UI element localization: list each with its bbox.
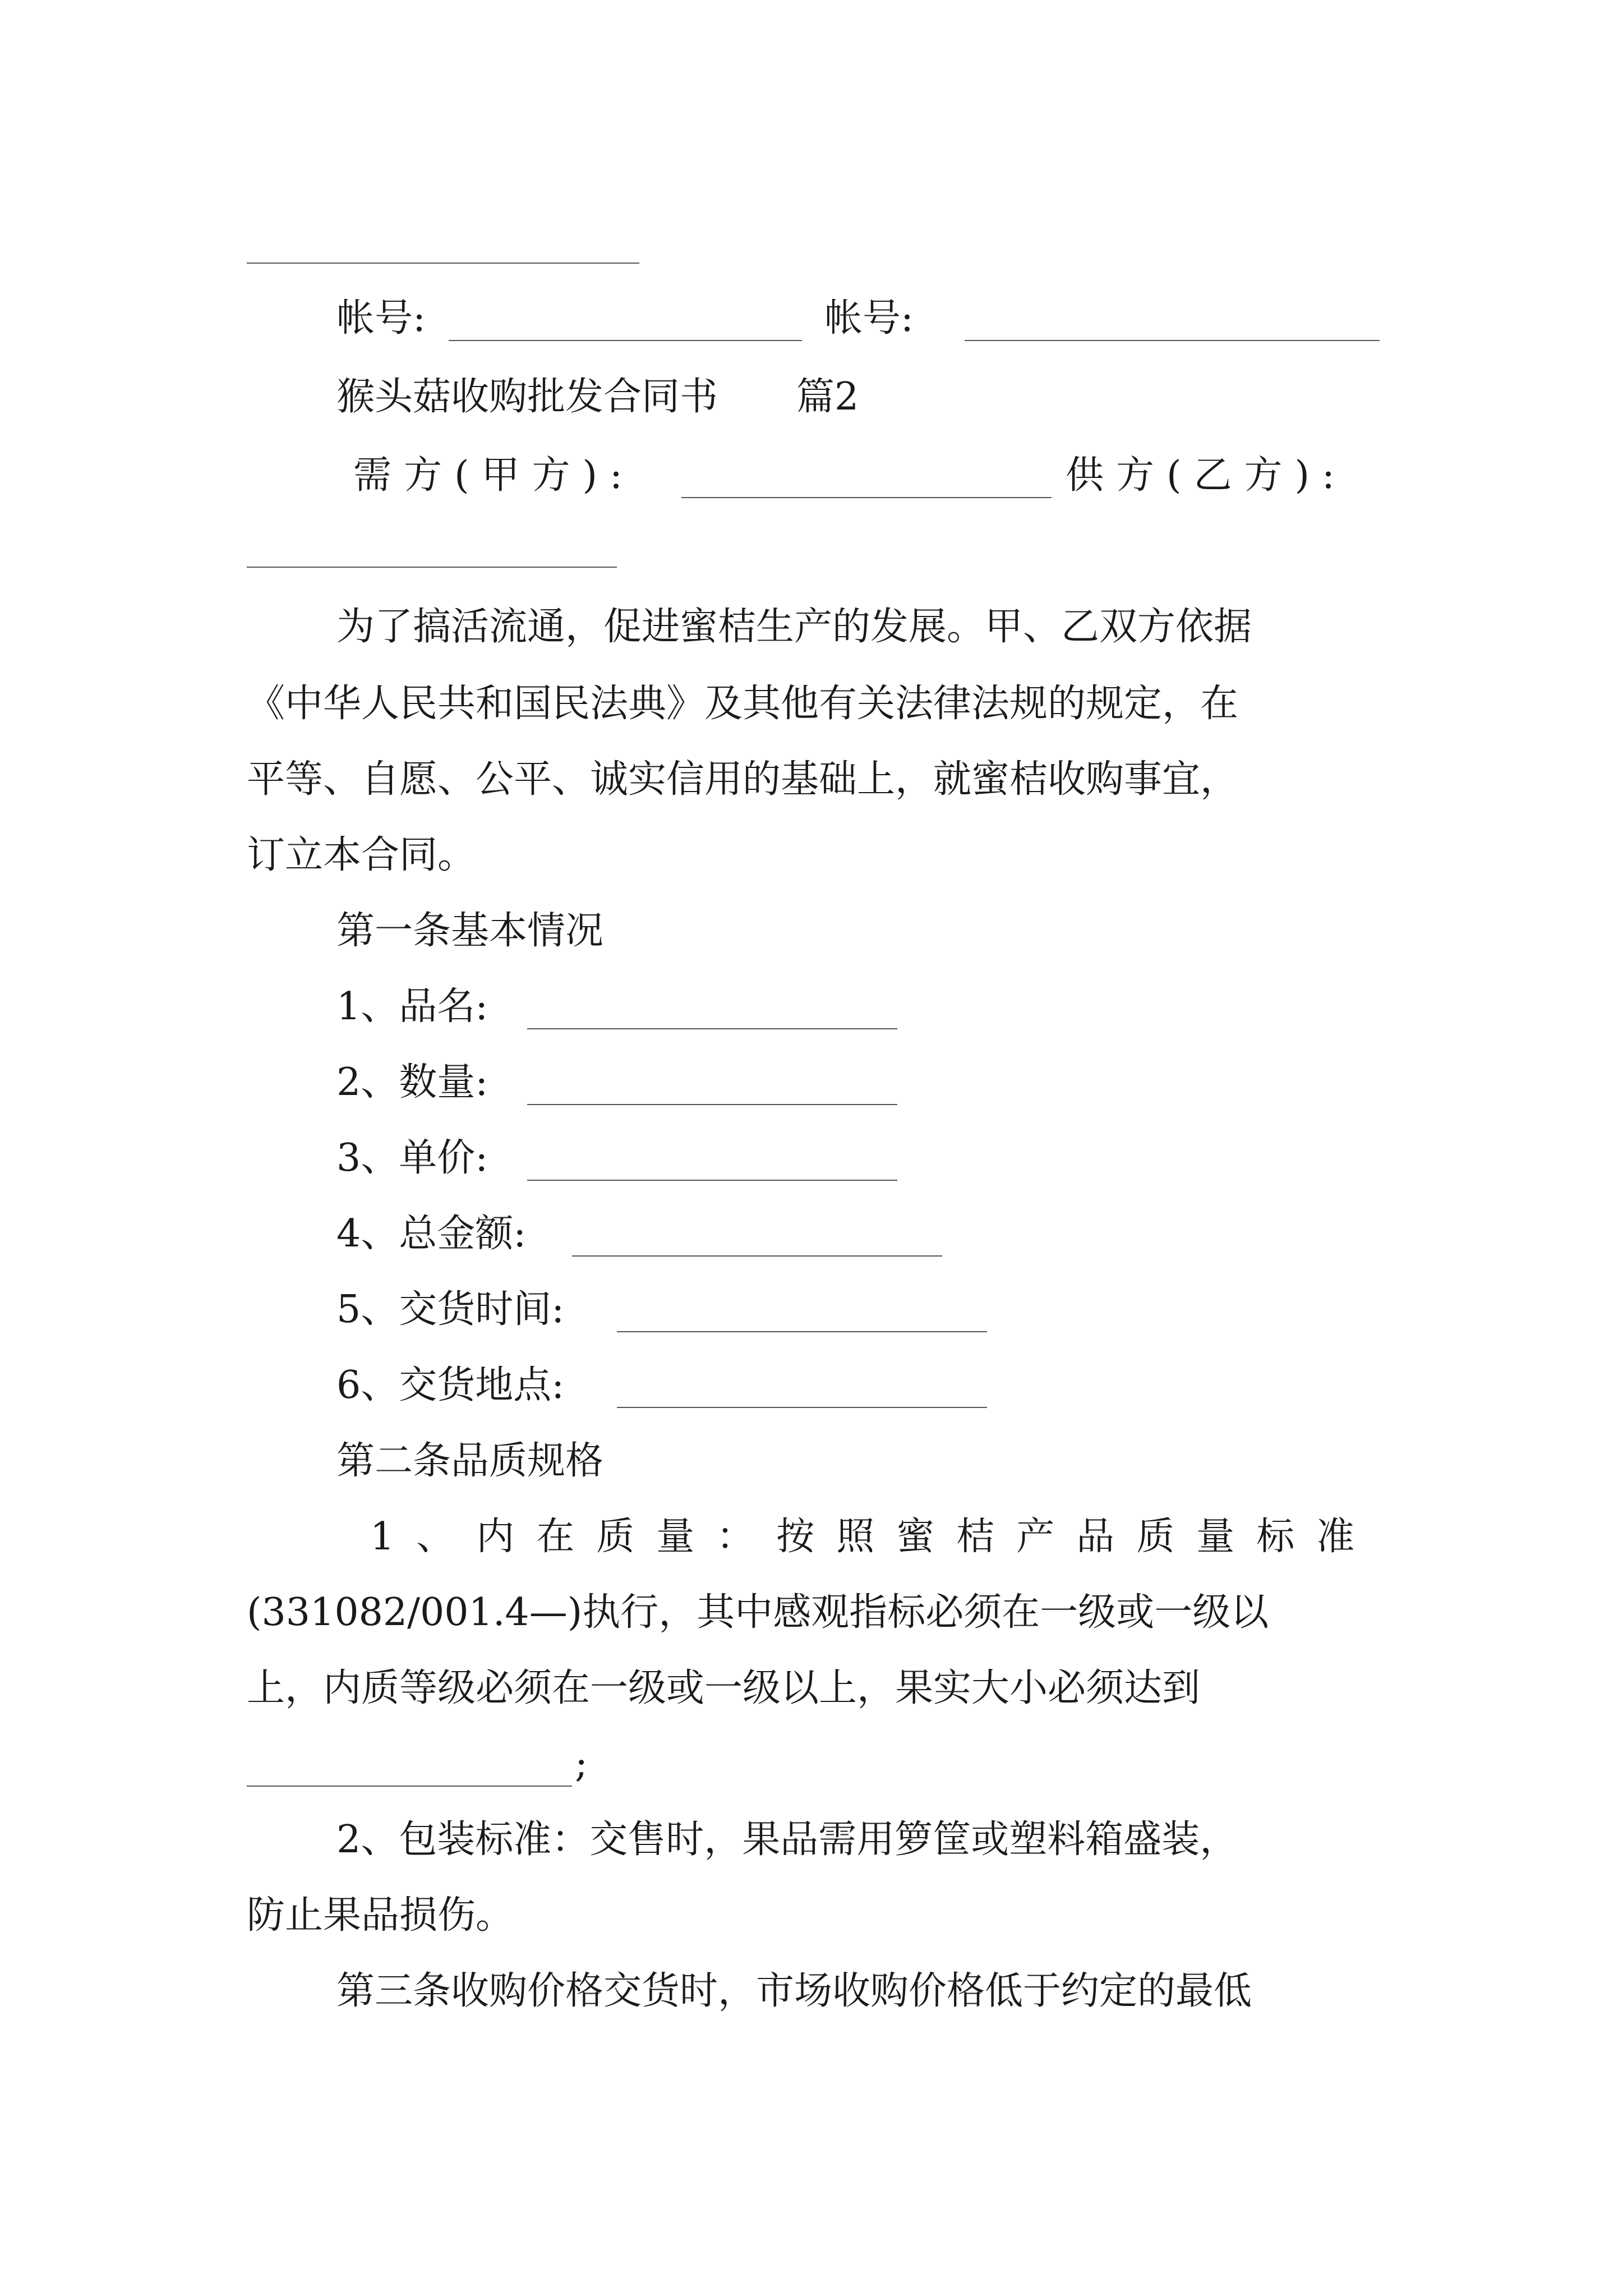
account-label-seller: 帐号: — [824, 296, 914, 341]
document-page: 帐号: 帐号: 猴头菇收购批发合同书 篇2 需方(甲方): 供方(乙方): 为了搞活流通，促进蜜桔生产的发展。甲、乙双方依据 《中华人民共和国民法典》及其他有关法律法规的规定，在 平等、自愿、公平、诚实信用的基础上，就蜜桔收购事宜， 订立本合同。 第一条基本情况 1、品名: 2、数量: 3、单价: 4、总金额: 5、交货时间: 6、交货地点: 第二条品质规格 1、内在质量：按照蜜桔产品质量标准 (331082/001.4—)执行，其中感观指标必须在一级或一级以 上，内质等级必须在一级或一级以上，果实大小必须达到 ; 2、包装标准：交售时，果品需用箩筐或塑料箱盛装， 防止果品损伤。 第三条收购价格交货时，市场收购价格低于约定的最低 — [0, 0, 1623, 2296]
account-blank-buyer — [449, 340, 802, 341]
item-delivery-time-blank — [617, 1331, 987, 1332]
title-part: 篇2 — [796, 375, 859, 419]
blank-line — [247, 263, 639, 264]
item-quantity-blank — [527, 1104, 897, 1105]
buyer-blank — [681, 497, 1052, 498]
account-label-buyer: 帐号: — [336, 296, 426, 341]
seller-blank — [247, 567, 617, 568]
item-price-blank — [527, 1180, 897, 1181]
item-delivery-place-blank — [617, 1407, 987, 1408]
buyer-label: 需方(甲方): — [353, 453, 635, 498]
fruit-size-blank — [247, 1786, 572, 1787]
item-total-blank — [572, 1255, 942, 1257]
item-name-blank — [527, 1028, 897, 1029]
account-blank-seller — [965, 340, 1380, 341]
seller-label: 供方(乙方): — [1066, 453, 1347, 498]
title-text: 猴头菇收购批发合同书 — [336, 375, 718, 419]
